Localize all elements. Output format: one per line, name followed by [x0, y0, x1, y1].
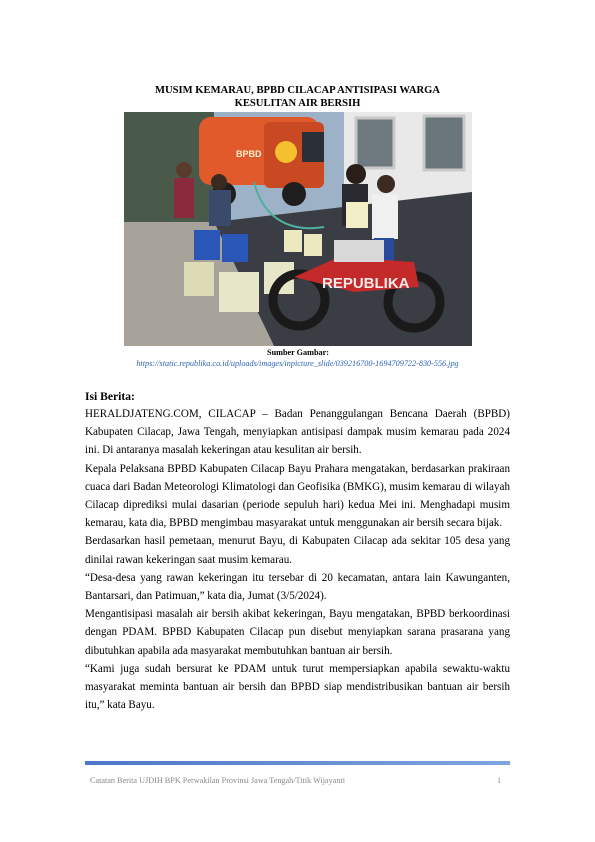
- image-caption: Sumber Gambar:: [267, 348, 329, 357]
- image-source-link[interactable]: https://static.republika.co.id/uploads/images/inpicture_slide/039216700-1694709722-830-556.jpg: [136, 359, 459, 368]
- photo-watermark: REPUBLIKA: [322, 275, 410, 292]
- section-heading: Isi Berita:: [85, 390, 135, 403]
- article-title-line1: MUSIM KEMARAU, BPBD CILACAP ANTISIPASI WARGA: [154, 85, 441, 96]
- paragraph: HERALDJATENG.COM, CILACAP – Badan Penanggulangan Bencana Daerah (BPBD) Kabupaten Cilacap, Jawa Tengah, menyiapkan antisipasi dampak musim kemarau pada 2024 ini. Di antaranya masalah kekeringan atau kesulitan air bersih.: [85, 408, 510, 457]
- paragraph: “Kami juga sudah bersurat ke PDAM untuk turut mempersiapkan apabila sewaktu-waktu masyarakat meminta bantuan air bersih dan BPBD siap mendistribusikan bantuan air bersih itu,” kata Bayu.: [85, 662, 510, 712]
- page-number: 1: [497, 776, 502, 785]
- article-title-line2: KESULITAN AIR BERSIH: [234, 97, 361, 109]
- paragraph: “Desa-desa yang rawan kekeringan itu tersebar di 20 kecamatan, antara lain Kawunganten, Bantarsari, dan Patimuan,” kata dia, Jumat (3/5/2024).: [85, 571, 510, 603]
- paragraph: Mengantisipasi masalah air bersih akibat kekeringan, Bayu mengatakan, BPBD berkoordinasi dengan PDAM. BPBD Kabupaten Cilacap pun disebut menyiapkan sarana prasarana yang dibutuhkan apabila ada masyarakat membutuhkan bantuan air bersih.: [85, 608, 510, 657]
- article-title: [100, 85, 495, 110]
- article-body: [85, 405, 510, 714]
- truck-label: BPBD: [236, 149, 262, 159]
- footer-text: Catatan Berita UJDIH BPK Perwakilan Provinsi Jawa Tengah/Titik Wijayanti: [90, 776, 346, 785]
- footer-divider: [85, 761, 510, 765]
- news-photo: [124, 112, 472, 346]
- paragraph: Berdasarkan hasil pemetaan, menurut Bayu, di Kabupaten Cilacap ada sekitar 105 desa yang dinilai rawan kekeringan saat musim kemarau.: [85, 535, 510, 566]
- paragraph: Kepala Pelaksana BPBD Kabupaten Cilacap Bayu Prahara mengatakan, berdasarkan prakiraan cuaca dari Badan Meteorologi Klimatologi dan Geofisika (BMKG), musim kemarau di wilayah Cilacap diprediksi mulai dasarian (periode sepuluh hari) kedua Mei ini. Menghadapi musim kemarau, kata dia, BPBD mengimbau masyarakat untuk menggunakan air bersih secara bijak.: [85, 462, 510, 530]
